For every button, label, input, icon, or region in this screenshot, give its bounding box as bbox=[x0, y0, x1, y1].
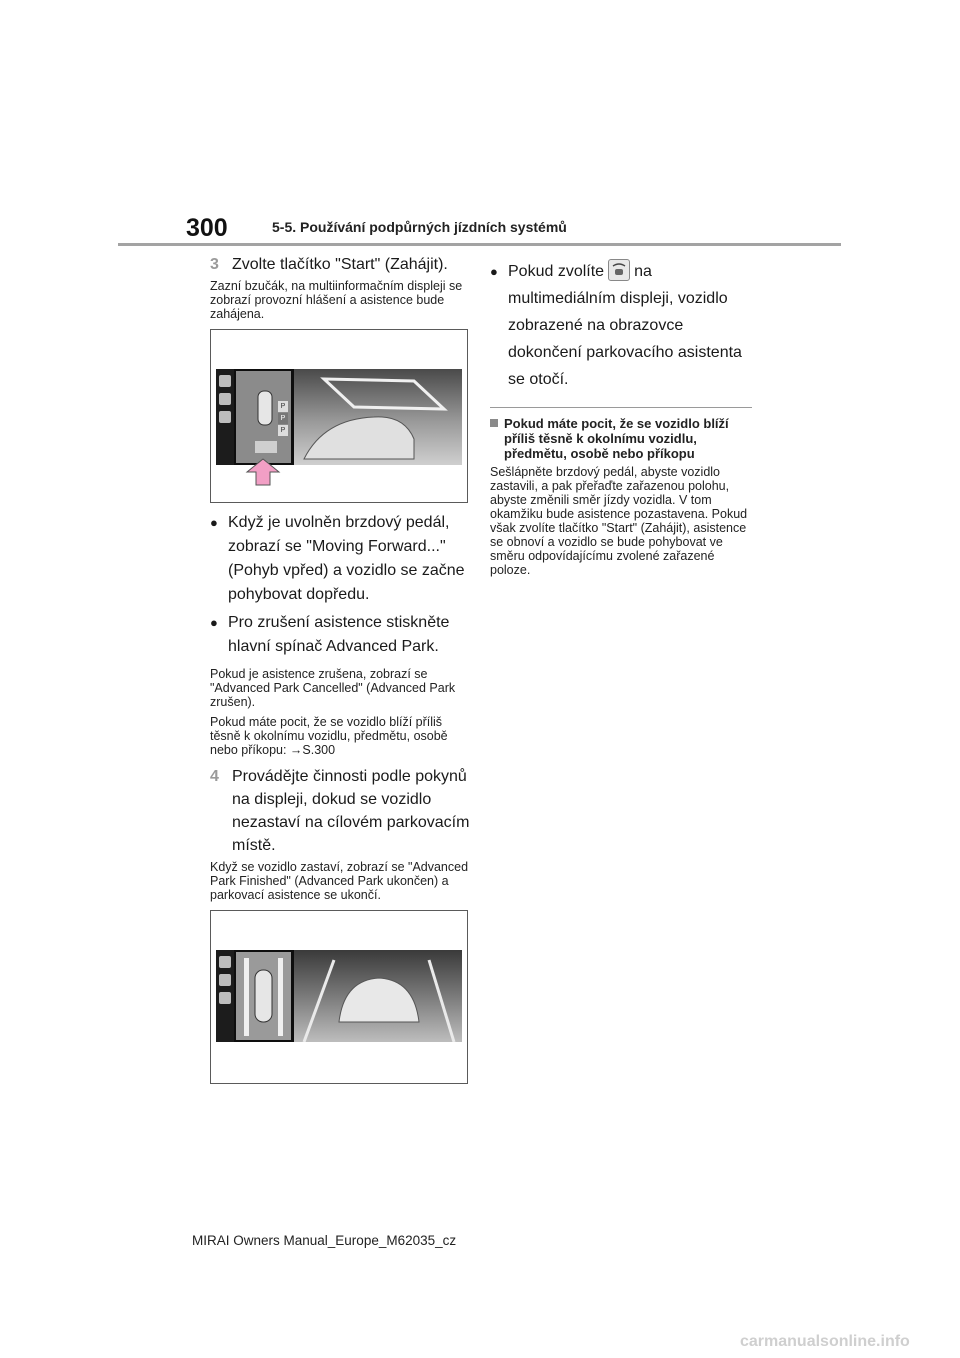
camera-icon bbox=[219, 375, 231, 387]
note-cancelled: Pokud je asistence zrušena, zobrazí se "Advanced Park Cancelled" (Advanced Park zrušen). bbox=[210, 667, 456, 709]
watermark: carmanualsonline.info bbox=[740, 1333, 910, 1350]
bullet-dot-icon: ● bbox=[490, 264, 498, 279]
section-title: 5-5. Používání podpůrných jízdních systémů bbox=[272, 219, 567, 235]
header-rule bbox=[118, 243, 841, 246]
left-column bbox=[210, 253, 472, 1084]
bullet-item bbox=[210, 511, 472, 607]
side-icon-bar bbox=[216, 950, 234, 1042]
display-screen bbox=[216, 950, 462, 1042]
subheading-text: Pokud máte pocit, že se vozidlo blíží příliš těsně k okolnímu vozidlu, předmětu, osobě nebo příkopu bbox=[504, 416, 729, 461]
footer-text: MIRAI Owners Manual_Europe_M62035_cz bbox=[192, 1233, 457, 1248]
right-column bbox=[490, 258, 752, 577]
step-number: 4 bbox=[210, 768, 219, 785]
rotate-car-icon bbox=[608, 259, 630, 281]
step-text: Zvolte tlačítko "Start" (Zahájit). bbox=[232, 256, 448, 273]
parking-slot-label-selected: P bbox=[278, 413, 288, 424]
side-icon-bar bbox=[216, 369, 234, 465]
camera-view bbox=[294, 369, 462, 465]
bullet-text: Když je uvolněn brzdový pedál, zobrazí se "Moving Forward..." (Pohyb vpřed) a vozidlo se začne pohybovat dopředu. bbox=[228, 514, 465, 603]
page-number: 300 bbox=[186, 214, 228, 242]
bullet-dot-icon: ● bbox=[210, 515, 218, 530]
bullet-text-end: na multimediálním displeji, vozidlo zobrazené na obrazovce dokončení parkovacího asistenta se otočí. bbox=[508, 263, 742, 388]
car-front-image bbox=[294, 950, 462, 1042]
step-4 bbox=[210, 765, 472, 857]
bullet-text-start: Pokud zvolíte bbox=[508, 263, 605, 280]
figure-finished-screen bbox=[210, 910, 468, 1084]
subheading-body: Sešlápněte brzdový pedál, abyste vozidlo zastavili, a pak přeřaďte zařazenou polohu, abyste změnili směr jízdy vozidla. V tom okamžiku bude asistence pozastavena. Pokud však zvolíte tlačítko "Start" (Zahájit), asistence se obnoví a vozidlo se bude pohybovat ve směru odpovídajícímu zvolené zařazené poloze. bbox=[490, 465, 748, 577]
display-screen bbox=[216, 369, 462, 465]
top-view-panel bbox=[236, 371, 291, 463]
step-4-note: Když se vozidlo zastaví, zobrazí se "Advanced Park Finished" (Advanced Park ukončen) a parkovací asistence se ukončí. bbox=[210, 860, 469, 902]
step-3-note: Zazní bzučák, na multiinformačním displeji se zobrazí provozní hlášení a asistence bude zahájena. bbox=[210, 279, 463, 321]
pointer-arrow-icon bbox=[245, 458, 281, 486]
parking-icon bbox=[219, 974, 231, 986]
figure-start-screen bbox=[210, 329, 468, 503]
car-top-view-icon bbox=[236, 952, 291, 1040]
section-divider bbox=[490, 407, 752, 408]
parking-slot-label: P bbox=[278, 401, 288, 412]
camera-icon bbox=[219, 956, 231, 968]
parking-icon bbox=[219, 393, 231, 405]
subheading bbox=[490, 416, 752, 461]
step-text: Provádějte činnosti podle pokynů na displeji, dokud se vozidlo nezastaví na cílovém parkovacím místě. bbox=[232, 768, 470, 854]
parking-slot-label: P bbox=[278, 425, 288, 436]
step-number: 3 bbox=[210, 256, 219, 273]
step-3 bbox=[210, 253, 472, 276]
settings-icon bbox=[219, 992, 231, 1004]
car-camera-image bbox=[294, 369, 462, 465]
bullet-dot-icon: ● bbox=[210, 615, 218, 630]
camera-view bbox=[294, 950, 462, 1042]
bullet-item-rotate bbox=[490, 258, 752, 393]
subheading-marker-icon bbox=[490, 419, 498, 427]
bullet-text: Pro zrušení asistence stiskněte hlavní spínač Advanced Park. bbox=[228, 614, 450, 655]
note-close-object: Pokud máte pocit, že se vozidlo blíží příliš těsně k okolnímu vozidlu, předmětu, osobě nebo příkopu: →S.300 bbox=[210, 715, 448, 757]
top-view-panel bbox=[236, 952, 291, 1040]
settings-icon bbox=[219, 411, 231, 423]
bullet-item bbox=[210, 611, 472, 659]
